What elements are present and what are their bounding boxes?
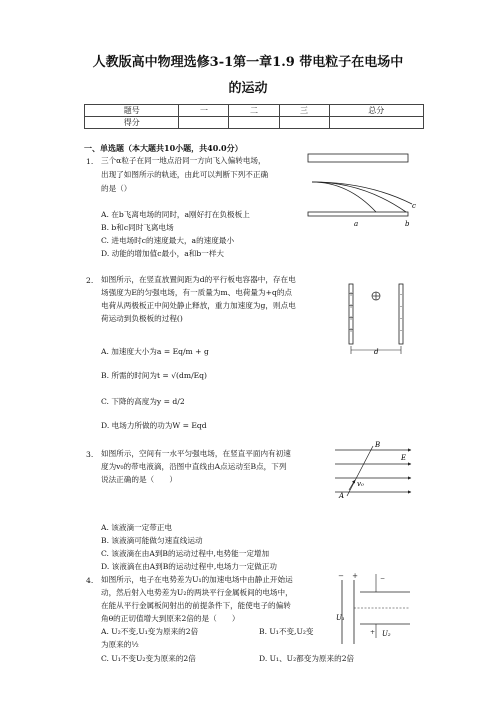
row-label-cell: 得分 — [85, 117, 179, 129]
option-a: A. 在b飞离电场的同时，a刚好打在负极板上 — [101, 210, 250, 219]
table-row — [85, 105, 424, 117]
header-cell: 总分 — [329, 105, 423, 117]
page-title-line1: 人教版高中物理选修3-1第一章1.9 带电粒子在电场中 — [92, 55, 404, 70]
figure-label: c — [412, 202, 416, 210]
figure-label: B — [375, 441, 381, 449]
header-cell: 一 — [179, 105, 229, 117]
figure-label: − — [338, 572, 344, 580]
option-a: A. U₂不变,U₁变为原来的2倍 — [101, 627, 199, 636]
electron-accelerator-figure — [328, 570, 412, 648]
option-d: D. 该液滴在由A到B的运动过程中,电场力一定做正功 — [101, 562, 277, 571]
uniform-field-figure — [335, 442, 415, 500]
figure-label: v₀ — [357, 480, 364, 488]
question-text: 说法正确的是（ ） — [101, 475, 177, 484]
option-a: A. 该液滴一定带正电 — [101, 523, 173, 532]
question-number: 3. — [86, 450, 94, 459]
capacitor-figure — [343, 282, 413, 358]
question-text: 出现了如图所示的轨迹，由此可以判断下列不正确 — [101, 170, 269, 179]
header-cell: 三 — [279, 105, 329, 117]
option-c: C. 该液滴在由A到B的运动过程中,电势能一定增加 — [101, 549, 270, 558]
score-cell — [279, 117, 329, 129]
svg-text:+: + — [348, 315, 354, 322]
page-title-line2: 的运动 — [228, 81, 268, 96]
question-text: 三个α粒子在同一地点沿同一方向飞入偏转电场， — [101, 156, 266, 165]
svg-text:+: + — [348, 303, 354, 310]
svg-text:-: - — [399, 327, 403, 334]
option-b: B. U₁不变,U₂变 — [259, 627, 314, 636]
question-text: 如图所示，空间有一水平匀强电场，在竖直平面内有初速 — [101, 449, 291, 458]
deflection-field-figure — [308, 150, 418, 230]
score-cell — [179, 117, 229, 129]
option-b: B. 所需的时间为t = √(dm/Eq) — [101, 371, 208, 380]
figure-label: E — [401, 454, 407, 462]
svg-text:+: + — [348, 291, 354, 298]
figure-label: U₂ — [382, 630, 391, 638]
score-cell — [329, 117, 423, 129]
figure-label: d — [374, 348, 379, 356]
score-cell — [229, 117, 279, 129]
figure-label: + — [370, 629, 376, 636]
figure-label: b — [405, 220, 410, 228]
header-cell: 题号 — [85, 105, 179, 117]
question-text: 如图所示，电子在电势差为U₁的加速电场中由静止开始运 — [101, 575, 293, 584]
svg-text:+: + — [348, 327, 354, 334]
svg-text:-: - — [399, 303, 403, 310]
question-text: 场强度为E的匀强电场，有一质量为m、电荷量为+q的点 — [101, 288, 293, 297]
question-number: 4. — [86, 576, 94, 585]
svg-text:-: - — [399, 291, 403, 298]
figure-label: U₁ — [336, 614, 345, 622]
question-text: 电荷从两极板正中间处静止释放，重力加速度为g，则点电 — [101, 301, 296, 310]
figure-label: − — [380, 575, 386, 582]
question-text: 动，然后射入电势差为U₂的两块平行金属板间的电场中， — [101, 588, 293, 597]
figure-label: + — [352, 572, 358, 580]
option-d: D. U₁、U₂都变为原来的2倍 — [259, 654, 355, 663]
question-text: 度为v₀的带电液滴，沿图中直线由A点运动至B点，下列 — [101, 462, 287, 471]
header-cell: 二 — [229, 105, 279, 117]
question-text: 如图所示，在竖直放置间距为d的平行板电容器中，存在电 — [101, 275, 296, 284]
option-c: C. 进电场时c的速度最大，a的速度最小 — [101, 236, 235, 245]
figure-label: a — [354, 220, 359, 228]
question-text: 荷运动到负极板的过程() — [101, 314, 183, 323]
question-text: 角θ的正切值增大到原来2倍的是（ ） — [101, 614, 240, 623]
svg-text:-: - — [399, 315, 403, 322]
table-row — [85, 117, 424, 129]
question-number: 1. — [86, 157, 94, 166]
option-d: D. 动能的增加值c最小，a和b一样大 — [101, 249, 225, 258]
option-b: B. 该液滴可能做匀速直线运动 — [101, 536, 203, 545]
option-a: A. 加速度大小为a = Eq/m + g — [101, 347, 209, 356]
option-c: C. U₁不变U₂变为原来的2倍 — [101, 654, 196, 663]
option-b-continued: 为原来的½ — [101, 640, 139, 649]
option-c: C. 下降的高度为y = d/2 — [101, 397, 185, 406]
option-b: B. b和c同时飞离电场 — [101, 223, 174, 232]
figure-label: A — [339, 492, 345, 500]
score-table — [84, 104, 424, 129]
question-text: 的是（） — [101, 184, 132, 193]
option-d: D. 电场力所做的功为W = Eqd — [101, 421, 207, 430]
question-text: 在能从平行金属板间射出的前提条件下，能使电子的偏转 — [101, 601, 291, 610]
section-heading: 一、单选题（本大题共10小题，共40.0分） — [84, 143, 243, 153]
question-number: 2. — [86, 276, 94, 285]
